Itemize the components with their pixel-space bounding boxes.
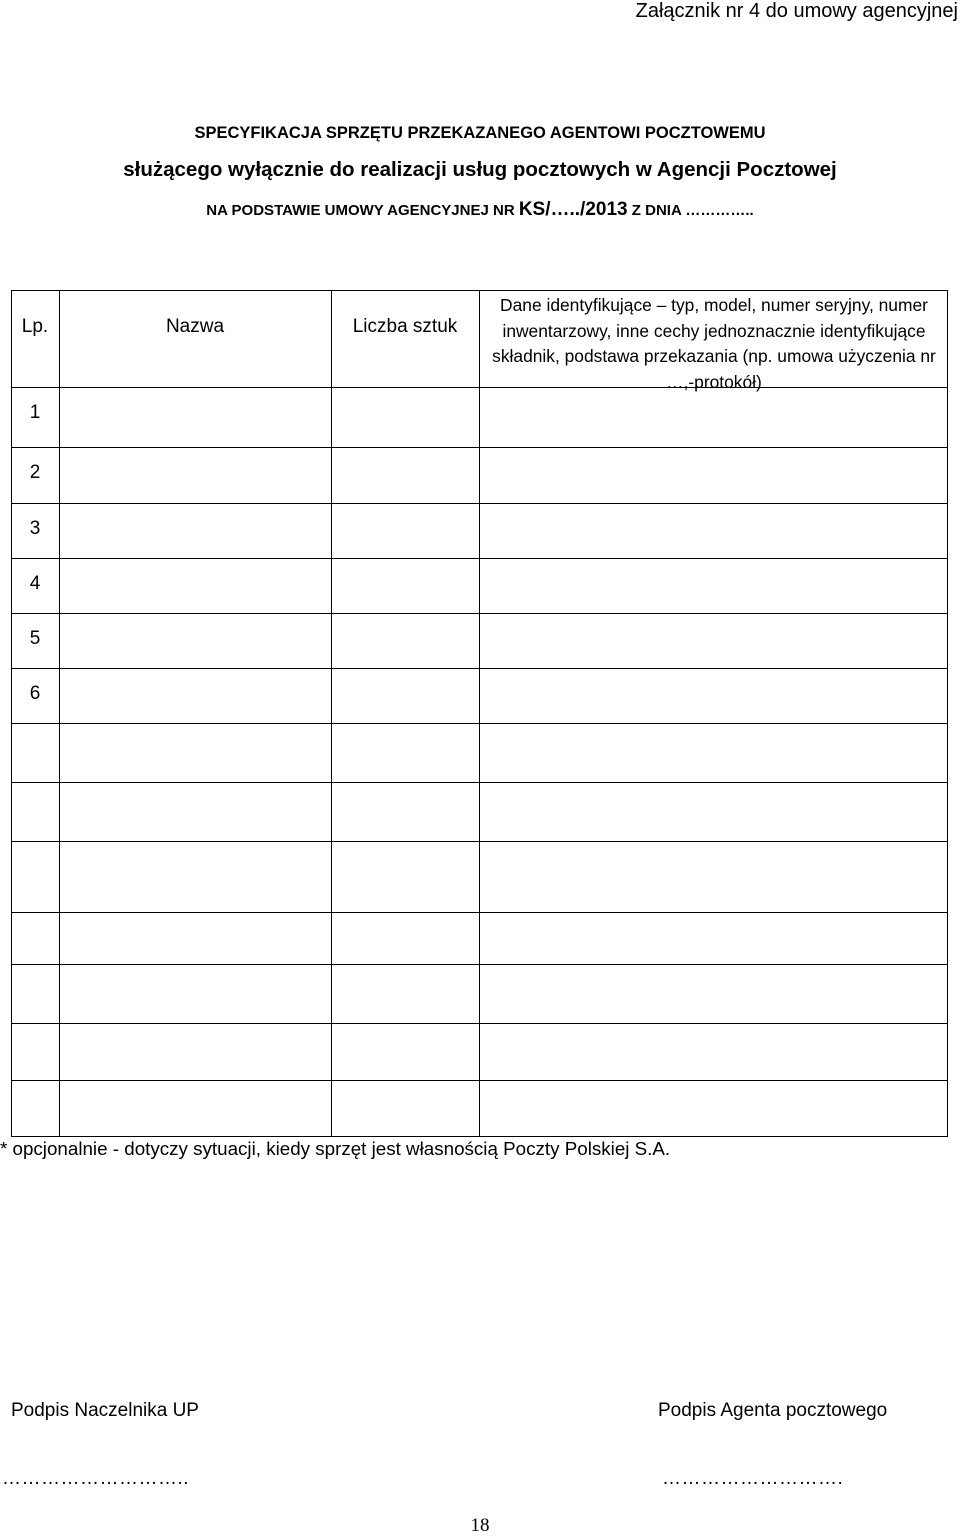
column-header-liczba-sztuk: Liczba sztuk (352, 316, 458, 337)
row-number-3: 3 (29, 518, 41, 539)
page-number: 18 (470, 1515, 490, 1536)
column-header-dane-identyfikujace: Dane identyfikujące – typ, model, numer seryjny, numer inwentarzowy, inne cechy jednoznacznie identyfikujące składnik, podstawa przekazania (np. umowa użyczenia nr …,-protokół) (492, 295, 936, 392)
document-title: SPECYFIKACJA SPRZĘTU PRZEKAZANEGO AGENTOWI POCZTOWEMU (194, 124, 766, 142)
column-divider-nazwa (331, 290, 332, 1137)
table-border-right (947, 290, 948, 1137)
agreement-number: KS/…../2013 (518, 199, 628, 220)
agreement-date: Z DNIA ………….. (627, 202, 754, 219)
document-subtitle: służącego wyłącznie do realizacji usług pocztowych w Agencji Pocztowej (123, 158, 837, 181)
column-divider-liczba (479, 290, 480, 1137)
column-header-nazwa: Nazwa (165, 316, 225, 337)
column-divider-lp (59, 290, 60, 1137)
agreement-reference-prefix: NA PODSTAWIE UMOWY AGENCYJNEJ NR (206, 202, 519, 219)
row-number-5: 5 (29, 628, 41, 649)
signature-line-agent: ………………………. (662, 1468, 844, 1489)
signature-label-agent: Podpis Agenta pocztowego (658, 1400, 888, 1421)
signature-line-postmaster: ……………………….. (2, 1468, 190, 1489)
agreement-reference (0, 199, 960, 221)
annex-label: Załącznik nr 4 do umowy agencyjnej (635, 0, 958, 22)
row-number-2: 2 (29, 462, 41, 483)
footnote: * opcjonalnie - dotyczy sytuacji, kiedy sprzęt jest własnością Poczty Polskiej S.A. (0, 1138, 671, 1159)
row-number-4: 4 (29, 573, 41, 594)
row-number-6: 6 (29, 683, 41, 704)
row-number-1: 1 (29, 402, 41, 423)
column-header-lp: Lp. (21, 316, 49, 337)
signature-label-postmaster: Podpis Naczelnika UP (11, 1400, 199, 1421)
